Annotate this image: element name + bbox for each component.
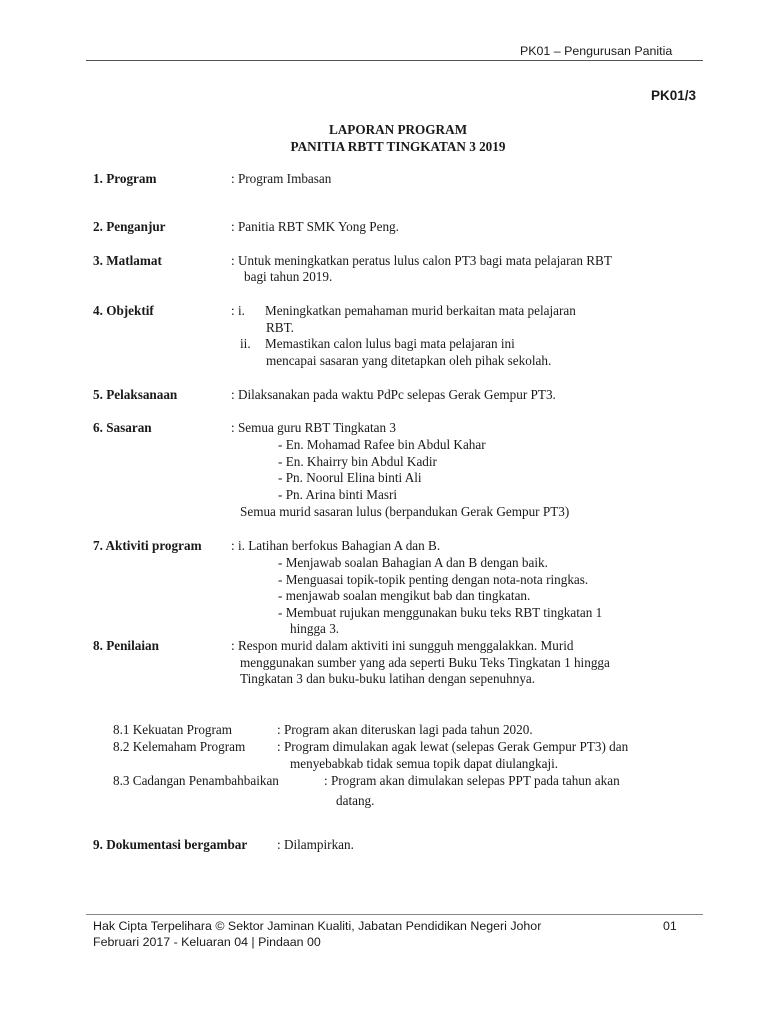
objektif-item2-line1: Memastikan calon lulus bagi mata pelajaran ini xyxy=(265,336,515,351)
sasaran-line-last: Semua murid sasaran lulus (berpandukan Gerak Gempur PT3) xyxy=(240,504,570,519)
sub83-value: : Program akan dimulakan selepas PPT pada tahun akan xyxy=(324,773,620,788)
objektif-label: 4. Objektif xyxy=(93,303,154,318)
sub82-label: 8.2 Kelemaham Program xyxy=(113,739,246,754)
aktiviti-item: - Menjawab soalan Bahagian A dan B dengan baik. xyxy=(278,555,548,570)
sub83-cont: datang. xyxy=(336,793,375,808)
objektif-item1-num: : i. xyxy=(231,303,245,318)
sasaran-teacher: - Pn. Arina binti Masri xyxy=(278,487,398,502)
report-subtitle: PANITIA RBTT TINGKATAN 3 2019 xyxy=(290,139,506,154)
footer-rule xyxy=(86,914,703,915)
program-value: : Program Imbasan xyxy=(231,171,332,186)
doc-code: PK01/3 xyxy=(651,88,697,103)
dokumentasi-label: 9. Dokumentasi bergambar xyxy=(93,837,248,852)
program-label: 1. Program xyxy=(93,171,157,186)
sasaran-teacher: - En. Khairry bin Abdul Kadir xyxy=(278,454,437,469)
penilaian-line1: : Respon murid dalam aktiviti ini sungguh menggalakkan. Murid xyxy=(231,638,574,653)
penilaian-line2: menggunakan sumber yang ada seperti Buku Teks Tingkatan 1 hingga xyxy=(240,655,610,670)
matlamat-label: 3. Matlamat xyxy=(93,253,162,268)
penilaian-label: 8. Penilaian xyxy=(93,638,159,653)
matlamat-line2: bagi tahun 2019. xyxy=(244,269,333,284)
sasaran-label: 6. Sasaran xyxy=(93,420,152,435)
footer-copyright: Hak Cipta Terpelihara © Sektor Jaminan Kualiti, Jabatan Pendidikan Negeri Johor xyxy=(93,919,542,933)
aktiviti-item: - Menguasai topik-topik penting dengan nota-nota ringkas. xyxy=(278,572,589,587)
header-doc-title: PK01 – Pengurusan Panitia xyxy=(520,44,673,58)
objektif-item2-num: ii. xyxy=(240,336,251,351)
sub82-value: : Program dimulakan agak lewat (selepas Gerak Gempur PT3) dan xyxy=(277,739,629,754)
penganjur-value: : Panitia RBT SMK Yong Peng. xyxy=(231,219,399,234)
penganjur-label: 2. Penganjur xyxy=(93,219,166,234)
objektif-item1-line1: Meningkatkan pemahaman murid berkaitan mata pelajaran xyxy=(265,303,576,318)
pelaksanaan-label: 5. Pelaksanaan xyxy=(93,387,178,402)
footer-issue-info: Februari 2017 - Keluaran 04 | Pindaan 00 xyxy=(93,935,321,949)
aktiviti-item-cont: hingga 3. xyxy=(290,621,340,636)
sasaran-teacher: - En. Mohamad Rafee bin Abdul Kahar xyxy=(278,437,486,452)
footer-page-day: 01 xyxy=(663,919,677,933)
sub81-label: 8.1 Kekuatan Program xyxy=(113,722,233,737)
sasaran-line1: : Semua guru RBT Tingkatan 3 xyxy=(231,420,396,435)
dokumentasi-value: : Dilampirkan. xyxy=(277,837,354,852)
penilaian-line3: Tingkatan 3 dan buku-buku latihan dengan sepenuhnya. xyxy=(240,671,536,686)
aktiviti-label: 7. Aktiviti program xyxy=(93,538,202,553)
aktiviti-line1: : i. Latihan berfokus Bahagian A dan B. xyxy=(231,538,441,553)
objektif-item2-line2: mencapai sasaran yang ditetapkan oleh pihak sekolah. xyxy=(266,353,552,368)
report-title: LAPORAN PROGRAM xyxy=(328,122,468,137)
sasaran-teacher: - Pn. Noorul Elina binti Ali xyxy=(278,470,422,485)
header-rule xyxy=(86,60,703,61)
matlamat-line1: : Untuk meningkatkan peratus lulus calon PT3 bagi mata pelajaran RBT xyxy=(231,253,612,268)
aktiviti-item: - Membuat rujukan menggunakan buku teks RBT tingkatan 1 xyxy=(278,605,603,620)
sub81-value: : Program akan diteruskan lagi pada tahun 2020. xyxy=(277,722,533,737)
sub83-label: 8.3 Cadangan Penambahbaikan xyxy=(113,773,279,788)
sub82-cont: menyebabkab tidak semua topik dapat diulangkaji. xyxy=(290,756,559,771)
objektif-item1-line2: RBT. xyxy=(266,320,294,335)
pelaksanaan-value: : Dilaksanakan pada waktu PdPc selepas Gerak Gempur PT3. xyxy=(231,387,556,402)
aktiviti-item: - menjawab soalan mengikut bab dan tingkatan. xyxy=(278,588,531,603)
